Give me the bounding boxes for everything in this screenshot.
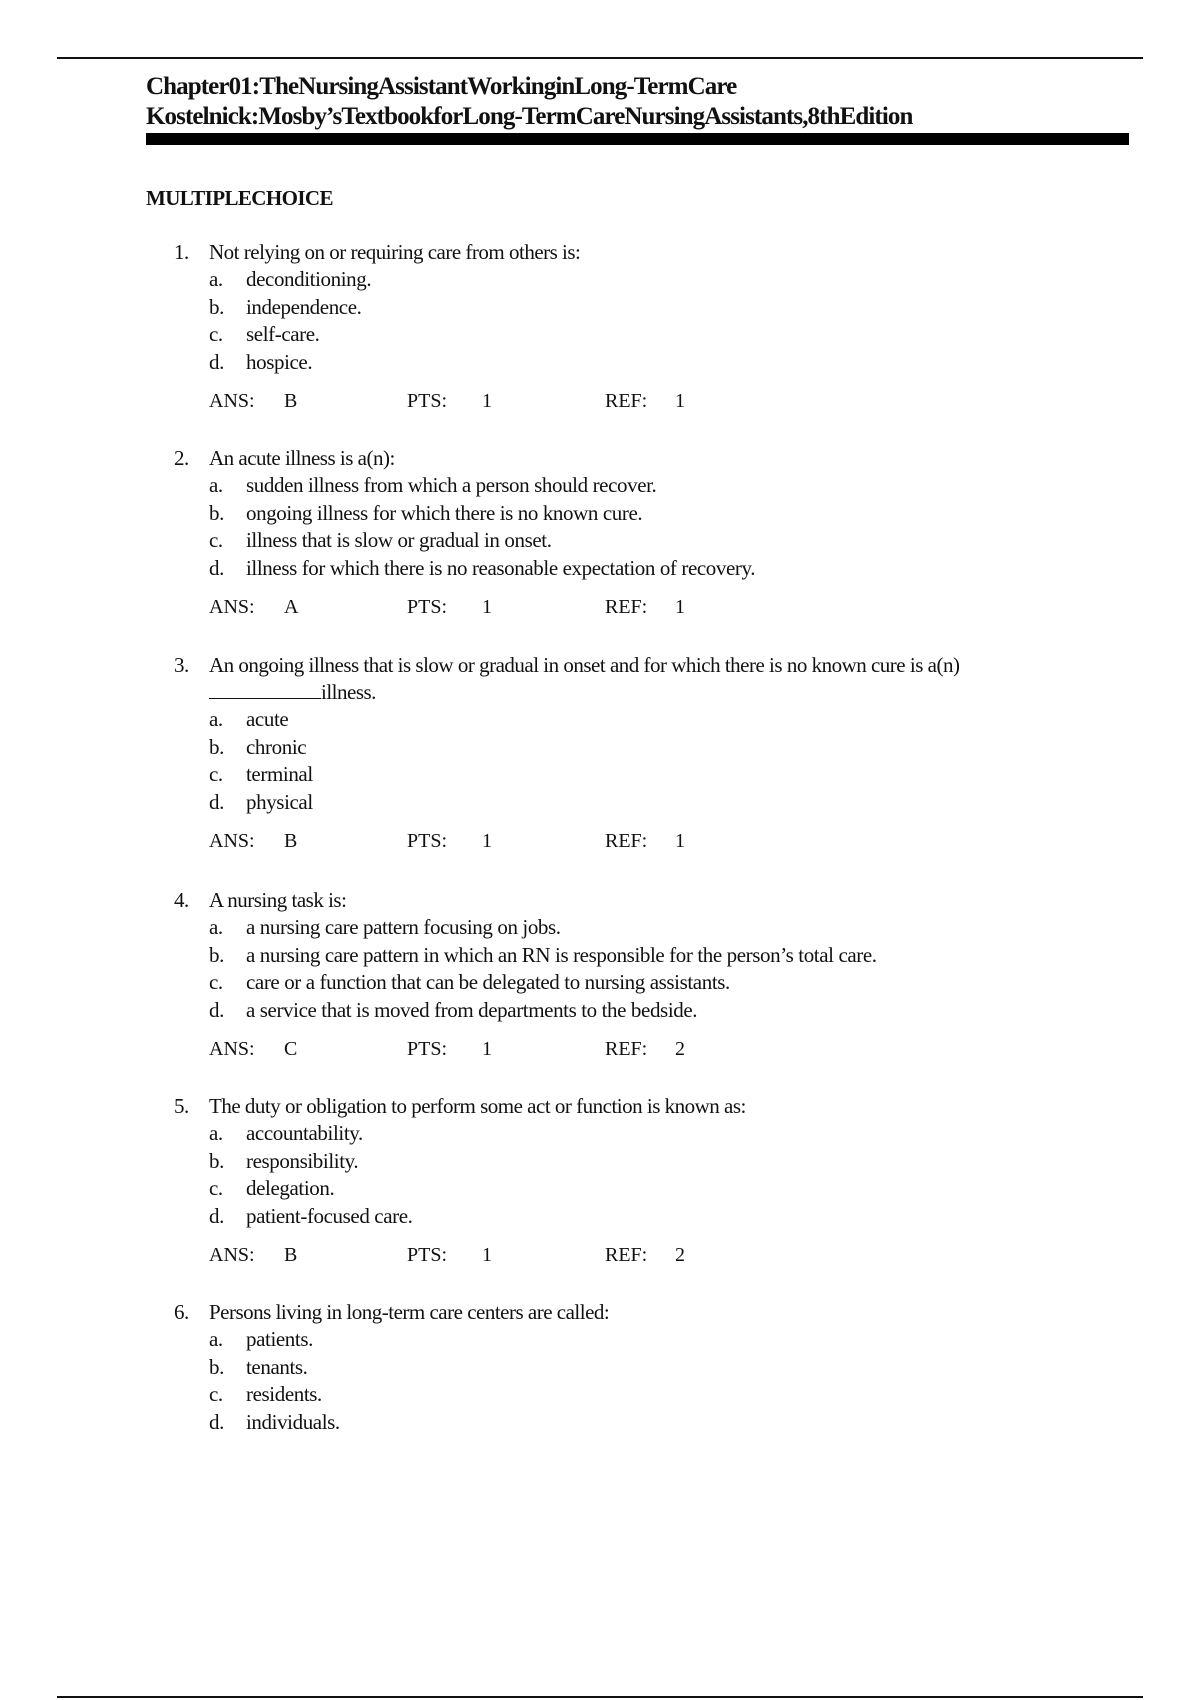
option-letter: c.	[209, 528, 223, 552]
pts-label: PTS:	[407, 596, 448, 618]
option-text: a service that is moved from departments to the bedside.	[246, 997, 698, 1022]
option-text: a nursing care pattern focusing on jobs.	[246, 915, 561, 939]
question-text: Not relying on or requiring care from others is:	[209, 240, 581, 264]
question-stem	[174, 887, 1094, 914]
pts-value: 1	[482, 1244, 492, 1266]
option-d	[209, 555, 1094, 583]
option-d	[209, 789, 1094, 817]
ref-label: REF:	[605, 1244, 648, 1266]
question-stem	[174, 1093, 1094, 1120]
option-letter: a.	[209, 915, 223, 939]
option-list	[174, 914, 1094, 1024]
ans-value: C	[284, 1038, 298, 1060]
question-text: The duty or obligation to perform some act or function is known as:	[209, 1094, 746, 1118]
ans-value: B	[284, 1244, 298, 1266]
option-list	[174, 472, 1094, 582]
question-stem	[174, 239, 1094, 266]
option-text: a nursing care pattern in which an RN is responsible for the person’s total care.	[246, 942, 877, 967]
option-letter: b.	[209, 500, 224, 525]
option-list	[174, 706, 1094, 816]
question-number: 2.	[174, 446, 189, 470]
document-header	[146, 72, 1136, 132]
ref-label: REF:	[605, 390, 648, 412]
question-text: An ongoing illness that is slow or gradual in onset and for which there is no known cure is a(n)	[209, 653, 960, 677]
fill-in-blank	[209, 680, 321, 699]
pts-value: 1	[482, 596, 492, 618]
option-list	[174, 1120, 1094, 1230]
answer-meta	[209, 830, 1094, 858]
option-text: independence.	[246, 294, 362, 319]
option-b	[209, 294, 1094, 322]
option-a	[209, 1120, 1094, 1148]
option-letter: a.	[209, 1121, 223, 1145]
option-letter: d.	[209, 997, 224, 1022]
pts-label: PTS:	[407, 830, 448, 852]
option-c	[209, 1175, 1094, 1203]
option-b	[209, 734, 1094, 762]
option-c	[209, 321, 1094, 349]
answer-meta	[209, 1038, 1094, 1066]
ans-label: ANS:	[209, 1244, 255, 1266]
option-text: accountability.	[246, 1121, 363, 1145]
option-letter: d.	[209, 1203, 224, 1228]
top-rule	[57, 57, 1143, 59]
option-text: ongoing illness for which there is no known cure.	[246, 500, 643, 525]
question-number: 5.	[174, 1094, 189, 1118]
question-text: A nursing task is:	[209, 888, 347, 912]
option-letter: d.	[209, 555, 224, 580]
pts-label: PTS:	[407, 1038, 448, 1060]
option-letter: d.	[209, 1409, 224, 1434]
ref-value: 1	[675, 830, 685, 852]
option-text: acute	[246, 707, 289, 731]
option-text: patient-focused care.	[246, 1203, 413, 1228]
option-letter: c.	[209, 322, 223, 346]
question-stem	[174, 652, 1094, 706]
section-title: MULTIPLECHOICE	[146, 186, 333, 210]
option-text: illness for which there is no reasonable expectation of recovery.	[246, 555, 756, 580]
option-list	[174, 1326, 1094, 1436]
ref-label: REF:	[605, 830, 648, 852]
bottom-rule	[57, 1696, 1143, 1698]
ref-label: REF:	[605, 596, 648, 618]
option-d	[209, 997, 1094, 1025]
book-title: Kostelnick:Mosby’sTextbookforLong-TermCareNursingAssistants,8thEdition	[146, 103, 913, 130]
option-d	[209, 349, 1094, 377]
option-text: individuals.	[246, 1409, 340, 1434]
option-letter: b.	[209, 1148, 224, 1173]
option-text: sudden illness from which a person should recover.	[246, 473, 657, 497]
option-text: delegation.	[246, 1176, 335, 1200]
option-a	[209, 706, 1094, 734]
option-letter: a.	[209, 267, 223, 291]
answer-meta	[209, 1244, 1094, 1272]
question-stem	[174, 1299, 1094, 1326]
option-letter: b.	[209, 942, 224, 967]
option-text: care or a function that can be delegated to nursing assistants.	[246, 970, 730, 994]
option-text: responsibility.	[246, 1148, 359, 1173]
option-a	[209, 1326, 1094, 1354]
option-text: tenants.	[246, 1354, 308, 1379]
pts-value: 1	[482, 1038, 492, 1060]
ref-value: 1	[675, 390, 685, 412]
question-text: Persons living in long-term care centers are called:	[209, 1300, 610, 1324]
ans-value: B	[284, 830, 298, 852]
ans-value: B	[284, 390, 298, 412]
option-letter: a.	[209, 473, 223, 497]
ans-label: ANS:	[209, 596, 255, 618]
option-letter: c.	[209, 762, 223, 786]
question-6	[174, 1299, 1094, 1436]
option-text: hospice.	[246, 349, 313, 374]
question-number: 1.	[174, 240, 189, 264]
question-number: 3.	[174, 653, 189, 677]
option-letter: b.	[209, 734, 224, 759]
option-b	[209, 1148, 1094, 1176]
chapter-title: Chapter01:TheNursingAssistantWorkinginLong-TermCare	[146, 73, 737, 100]
option-a	[209, 472, 1094, 500]
pts-label: PTS:	[407, 1244, 448, 1266]
ref-value: 2	[675, 1038, 685, 1060]
option-a	[209, 266, 1094, 294]
option-text: physical	[246, 789, 313, 814]
option-a	[209, 914, 1094, 942]
header-divider	[146, 133, 1129, 145]
option-letter: a.	[209, 1327, 223, 1351]
question-3	[174, 652, 1094, 858]
question-4	[174, 887, 1094, 1066]
question-text: An acute illness is a(n):	[209, 446, 395, 470]
question-2	[174, 445, 1094, 624]
ref-value: 2	[675, 1244, 685, 1266]
question-1	[174, 239, 1094, 418]
option-text: illness that is slow or gradual in onset.	[246, 528, 552, 552]
option-text: deconditioning.	[246, 267, 372, 291]
option-b	[209, 500, 1094, 528]
option-c	[209, 969, 1094, 997]
ans-value: A	[284, 596, 299, 618]
option-c	[209, 1381, 1094, 1409]
answer-meta	[209, 390, 1094, 418]
answer-meta	[209, 596, 1094, 624]
option-text: patients.	[246, 1327, 313, 1351]
option-letter: d.	[209, 349, 224, 374]
option-b	[209, 942, 1094, 970]
option-letter: c.	[209, 1176, 223, 1200]
question-stem	[174, 445, 1094, 472]
pts-value: 1	[482, 390, 492, 412]
question-number: 4.	[174, 888, 189, 912]
option-b	[209, 1354, 1094, 1382]
option-c	[209, 761, 1094, 789]
question-5	[174, 1093, 1094, 1272]
option-letter: a.	[209, 707, 223, 731]
option-letter: c.	[209, 1382, 223, 1406]
option-d	[209, 1203, 1094, 1231]
option-letter: b.	[209, 1354, 224, 1379]
option-letter: b.	[209, 294, 224, 319]
option-c	[209, 527, 1094, 555]
option-d	[209, 1409, 1094, 1437]
ans-label: ANS:	[209, 1038, 255, 1060]
ref-value: 1	[675, 596, 685, 618]
question-text-end: illness.	[321, 680, 376, 704]
question-number: 6.	[174, 1300, 189, 1324]
option-letter: c.	[209, 970, 223, 994]
option-list	[174, 266, 1094, 376]
ref-label: REF:	[605, 1038, 648, 1060]
pts-value: 1	[482, 830, 492, 852]
pts-label: PTS:	[407, 390, 448, 412]
ans-label: ANS:	[209, 390, 255, 412]
option-text: residents.	[246, 1382, 322, 1406]
option-text: terminal	[246, 762, 313, 786]
option-text: self-care.	[246, 322, 320, 346]
option-text: chronic	[246, 734, 307, 759]
option-letter: d.	[209, 789, 224, 814]
ans-label: ANS:	[209, 830, 255, 852]
